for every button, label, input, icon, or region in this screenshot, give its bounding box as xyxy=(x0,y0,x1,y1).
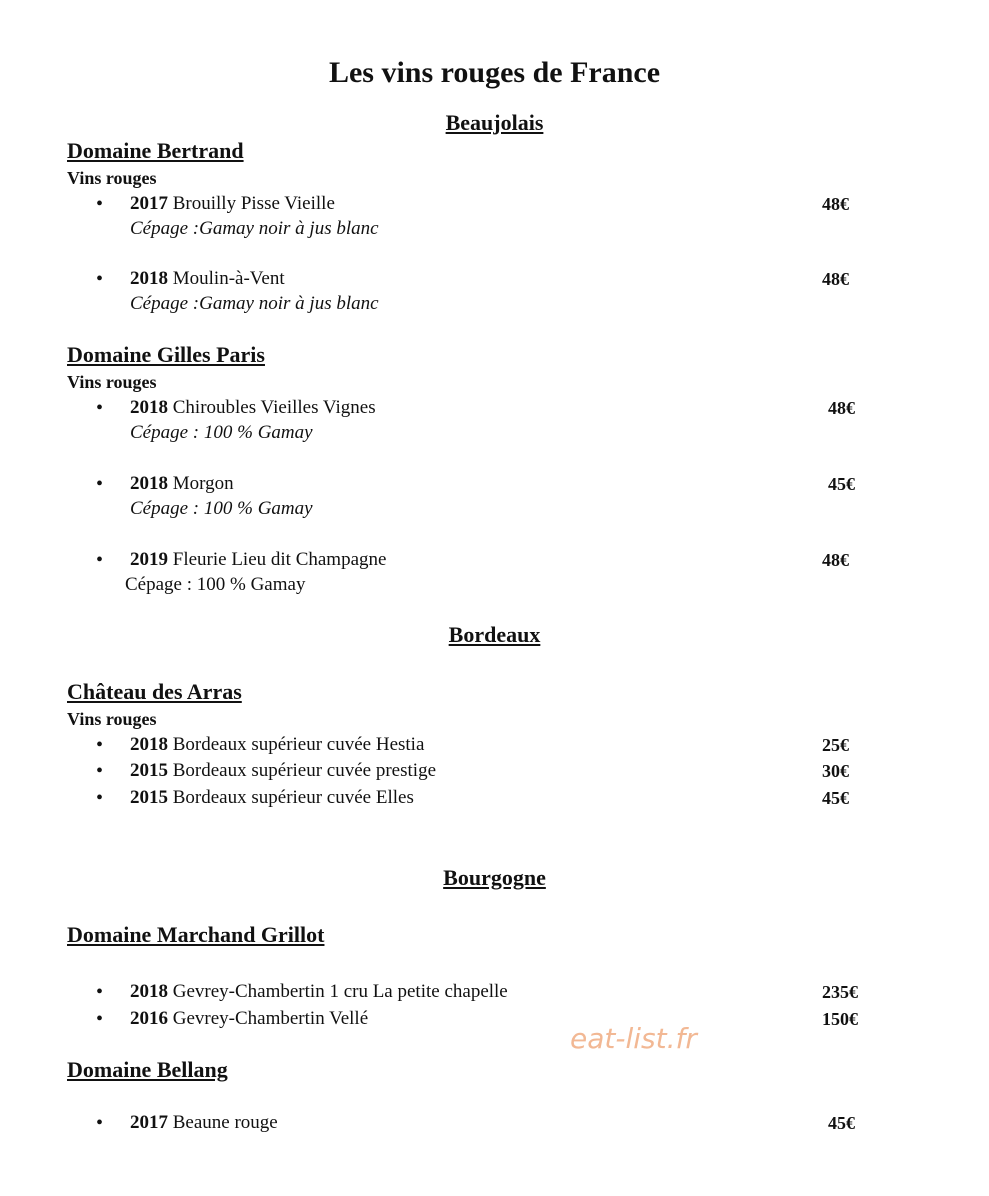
wine-label xyxy=(130,194,335,213)
wine-cepage: Cépage :Gamay noir à jus blanc xyxy=(130,218,379,239)
subheading-vins-rouges: Vins rouges xyxy=(67,709,157,729)
wine-label xyxy=(130,1113,278,1132)
wine-price: 45€ xyxy=(828,1113,855,1133)
wine-year: 2015 xyxy=(130,760,168,781)
wine-price: 150€ xyxy=(822,1009,858,1029)
wine-label xyxy=(130,398,376,417)
wine-year: 2019 xyxy=(130,549,168,570)
wine-year: 2017 xyxy=(130,1112,168,1133)
region-heading-bourgogne: Bourgogne xyxy=(443,865,546,890)
wine-cepage: Cépage : 100 % Gamay xyxy=(125,574,306,595)
wine-price: 48€ xyxy=(822,550,849,570)
wine-name: Chiroubles Vieilles Vignes xyxy=(172,397,376,418)
wine-year: 2018 xyxy=(130,981,168,1002)
bullet-icon: • xyxy=(96,1112,104,1134)
bullet-icon: • xyxy=(96,734,104,756)
wine-price: 48€ xyxy=(828,398,855,418)
wine-name: Gevrey-Chambertin 1 cru La petite chapelle xyxy=(172,981,508,1002)
wine-price: 25€ xyxy=(822,735,849,755)
bullet-icon: • xyxy=(96,981,104,1003)
wine-price: 45€ xyxy=(828,474,855,494)
wine-year: 2016 xyxy=(130,1008,168,1029)
wine-name: Bordeaux supérieur cuvée Elles xyxy=(172,787,414,808)
region-heading-bordeaux: Bordeaux xyxy=(448,622,541,647)
watermark: eat-list.fr xyxy=(570,1022,697,1055)
domain-heading-gilles-paris: Domaine Gilles Paris xyxy=(67,342,265,367)
wine-year: 2015 xyxy=(130,787,168,808)
wine-year: 2018 xyxy=(130,268,168,289)
wine-name: Bordeaux supérieur cuvée prestige xyxy=(172,760,437,781)
wine-year: 2018 xyxy=(130,473,168,494)
wine-name: Beaune rouge xyxy=(172,1112,278,1133)
wine-price: 48€ xyxy=(822,269,849,289)
wine-label xyxy=(130,1009,368,1028)
wine-label xyxy=(130,474,234,493)
wine-label xyxy=(130,550,386,569)
wine-price: 30€ xyxy=(822,761,849,781)
wine-price: 45€ xyxy=(822,788,849,808)
region-heading-beaujolais: Beaujolais xyxy=(445,110,544,135)
bullet-icon: • xyxy=(96,268,104,290)
wine-cepage: Cépage :Gamay noir à jus blanc xyxy=(130,293,379,314)
subheading-vins-rouges: Vins rouges xyxy=(67,372,157,392)
domain-heading-bertrand: Domaine Bertrand xyxy=(67,138,244,163)
page-title: Les vins rouges de France xyxy=(328,56,661,89)
wine-label xyxy=(130,761,436,780)
bullet-icon: • xyxy=(96,549,104,571)
wine-label xyxy=(130,982,508,1001)
bullet-icon: • xyxy=(96,473,104,495)
bullet-icon: • xyxy=(96,193,104,215)
wine-name: Moulin-à-Vent xyxy=(172,268,285,289)
wine-year: 2018 xyxy=(130,397,168,418)
wine-year: 2017 xyxy=(130,193,168,214)
wine-name: Morgon xyxy=(172,473,234,494)
wine-price: 48€ xyxy=(822,194,849,214)
wine-name: Bordeaux supérieur cuvée Hestia xyxy=(172,734,425,755)
domain-heading-marchand-grillot: Domaine Marchand Grillot xyxy=(67,922,325,947)
domain-heading-arras: Château des Arras xyxy=(67,679,242,704)
domain-heading-bellang: Domaine Bellang xyxy=(67,1057,228,1082)
bullet-icon: • xyxy=(96,787,104,809)
wine-cepage: Cépage : 100 % Gamay xyxy=(130,422,313,443)
wine-name: Gevrey-Chambertin Vellé xyxy=(172,1008,369,1029)
wine-name: Brouilly Pisse Vieille xyxy=(172,193,335,214)
bullet-icon: • xyxy=(96,760,104,782)
wine-price: 235€ xyxy=(822,982,858,1002)
wine-year: 2018 xyxy=(130,734,168,755)
wine-label xyxy=(130,788,414,807)
bullet-icon: • xyxy=(96,397,104,419)
bullet-icon: • xyxy=(96,1008,104,1030)
wine-cepage: Cépage : 100 % Gamay xyxy=(130,498,313,519)
subheading-vins-rouges: Vins rouges xyxy=(67,168,157,188)
wine-label xyxy=(130,735,424,754)
wine-name: Fleurie Lieu dit Champagne xyxy=(172,549,387,570)
wine-label xyxy=(130,269,285,288)
